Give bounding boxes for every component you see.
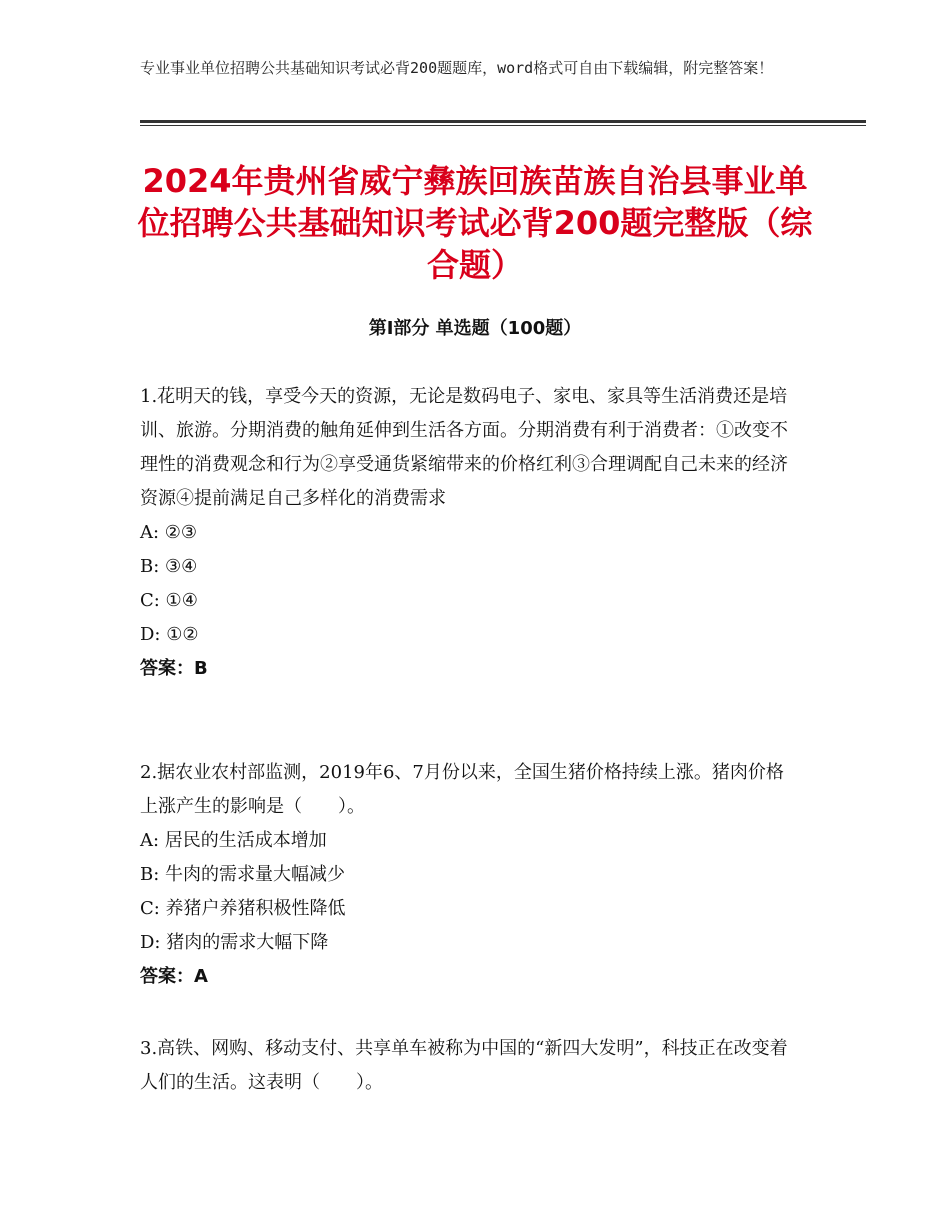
option-c: C: 养猪户养猪积极性降低 [140,898,346,919]
section-heading: 第Ⅰ部分 单选题（100题） [368,318,582,339]
question-stem: 2.据农业农村部监测，2019年6、7月份以来，全国生猪价格持续上涨。猪肉价格上涨产生的影响是（ ）。 [140,762,784,817]
document-title: 2024年贵州省威宁彝族回族苗族自治县事业单位招聘公共基础知识考试必背200题完整版（综合题） [137,162,813,284]
option-a: A: 居民的生活成本增加 [140,830,327,851]
header-divider-thick [140,120,866,123]
header-note: 专业事业单位招聘公共基础知识考试必背200题题库，word格式可自由下载编辑，附完整答案！ [140,59,774,77]
option-b: B: 牛肉的需求量大幅减少 [140,864,346,885]
question-stem: 3.高铁、网购、移动支付、共享单车被称为中国的“新四大发明”，科技正在改变着人们的生活。这表明（ ）。 [140,1038,788,1093]
question-2 [140,756,800,994]
question-3 [140,1032,800,1100]
header-divider-thin [140,125,866,126]
question-1 [140,380,800,686]
option-d: D: ①② [140,624,199,645]
question-stem: 1.花明天的钱，享受今天的资源，无论是数码电子、家电、家具等生活消费还是培训、旅游。分期消费的触角延伸到生活各方面。分期消费有利于消费者：①改变不理性的消费观念和行为②享受通货紧缩带来的价格红利③合理调配自己未来的经济资源④提前满足自己多样化的消费需求 [140,386,788,509]
answer: 答案：A [140,966,208,987]
answer: 答案：B [140,658,208,679]
option-a: A: ②③ [140,522,198,543]
option-d: D: 猪肉的需求大幅下降 [140,932,329,953]
option-b: B: ③④ [140,556,198,577]
option-c: C: ①④ [140,590,198,611]
